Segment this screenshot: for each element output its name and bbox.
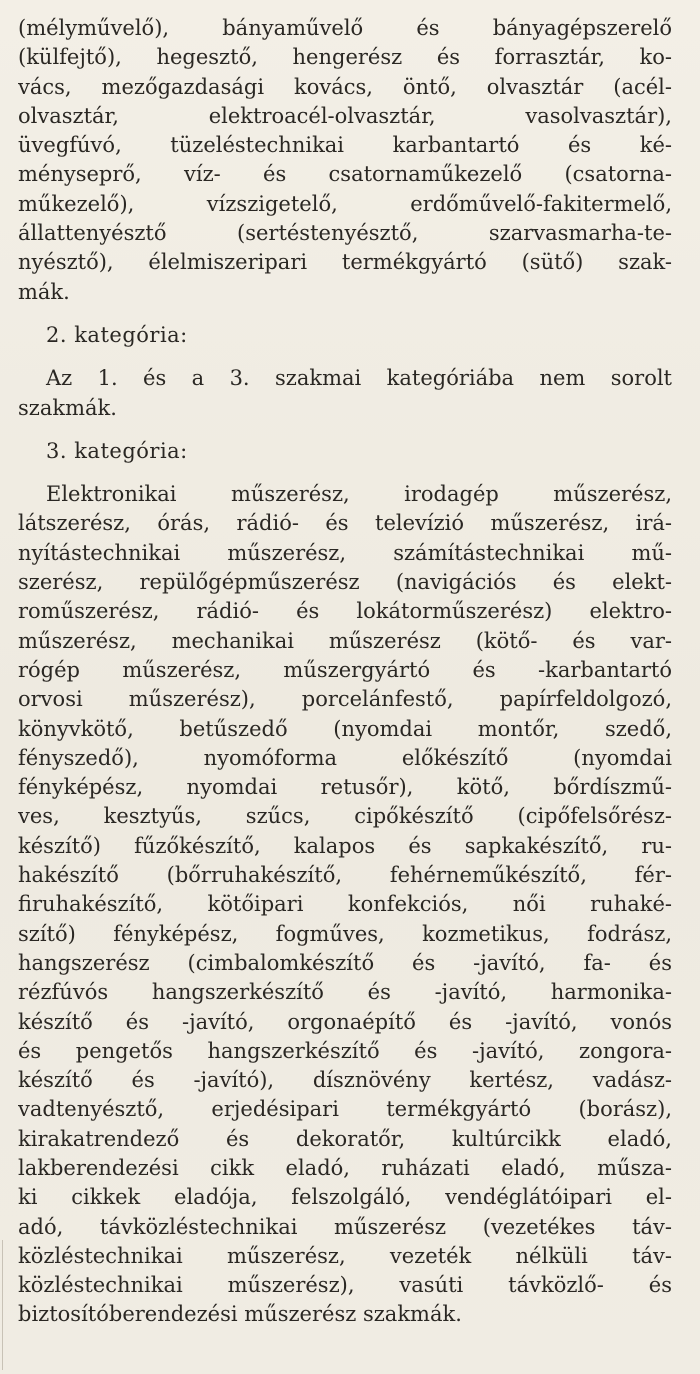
category-2-heading: 2. kategória:	[46, 322, 188, 347]
text-line: nyésztő), élelmiszeripari termékgyártó (sütő) szak-	[18, 250, 672, 275]
text-line: fényképész, nyomdai retusőr), kötő, bőrdíszmű-	[18, 775, 672, 800]
text-line: készítő és -javító), dísznövény kertész, vadász-	[18, 1068, 672, 1093]
text-line: szakmák.	[18, 395, 117, 420]
text-line: biztosítóberendezési műszerész szakmák.	[18, 1302, 462, 1327]
text-line: fényszedő), nyomóforma előkészítő (nyomdai	[18, 745, 672, 770]
text-line: lakberendezési cikk eladó, ruházati eladó, műsza-	[18, 1155, 672, 1180]
text-line: rógép műszerész, műszergyártó és -karbantartó	[18, 657, 672, 682]
text-line: műszerész, mechanikai műszerész (kötő- és var-	[18, 628, 672, 653]
text-line: készítő) fűzőkészítő, kalapos és sapkakészítő, ru-	[18, 833, 672, 858]
text-line: Az 1. és a 3. szakmai kategóriába nem sorolt	[46, 366, 672, 391]
text-line: műkezelő), vízszigetelő, erdőművelő-fakitermelő,	[18, 191, 672, 216]
text-line: olvasztár, elektroacél-olvasztár, vasolvasztár),	[18, 103, 672, 128]
category-3-heading: 3. kategória:	[46, 438, 188, 463]
text-line: roműszerész, rádió- és lokátorműszerész) elektro-	[18, 599, 672, 624]
text-line: (mélyművelő), bányaművelő és bányagépszerelő	[18, 16, 672, 40]
text-line: üvegfúvó, tüzeléstechnikai karbantartó és ké-	[18, 133, 672, 158]
text-line: vács, mezőgazdasági kovács, öntő, olvasztár (acél-	[18, 74, 672, 99]
text-line: látszerész, órás, rádió- és televízió műszerész, irá-	[18, 511, 672, 536]
text-line: szerész, repülőgépműszerész (navigációs és elekt-	[18, 570, 672, 595]
text-line: (külfejtő), hegesztő, hengerész és forrasztár, ko-	[18, 45, 672, 70]
text-line: közléstechnikai műszerész, vezeték nélküli táv-	[18, 1243, 672, 1268]
paragraph-category-2	[18, 364, 672, 423]
text-line: kirakatrendező és dekoratőr, kultúrcikk eladó,	[18, 1126, 672, 1151]
text-line: hangszerész (cimbalomkészítő és -javító, fa- és	[18, 950, 672, 975]
text-line: és pengetős hangszerkészítő és -javító, zongora-	[18, 1038, 672, 1063]
text-line: ki cikkek eladója, felszolgáló, vendéglátóipari el-	[18, 1185, 672, 1210]
paragraph-occupations-category-1-continued	[18, 14, 672, 307]
text-line: rézfúvós hangszerkészítő és -javító, harmonika-	[18, 980, 672, 1005]
scan-edge-line	[2, 1240, 3, 1370]
text-line: könyvkötő, betűszedő (nyomdai montőr, szedő,	[18, 716, 672, 741]
text-line: ményseprő, víz- és csatornaműkezelő (csatorna-	[18, 162, 672, 187]
text-line: közléstechnikai műszerész), vasúti távközlő- és	[18, 1273, 672, 1298]
text-line: ves, kesztyűs, szűcs, cipőkészítő (cipőfelsőrész-	[18, 804, 672, 829]
document-text	[18, 14, 672, 1330]
text-line: készítő és -javító, orgonaépítő és -javító, vonós	[18, 1009, 672, 1034]
text-line: nyítástechnikai műszerész, számítástechnikai mű-	[18, 540, 672, 565]
text-line: orvosi műszerész), porcelánfestő, papírfeldolgozó,	[18, 687, 672, 712]
text-line: állattenyésztő (sertéstenyésztő, szarvasmarha-te-	[18, 221, 672, 246]
paragraph-category-3	[18, 480, 672, 1330]
text-line: szítő) fényképész, fogműves, kozmetikus, fodrász,	[18, 921, 672, 946]
text-line: mák.	[18, 279, 70, 304]
text-line: Elektronikai műszerész, irodagép műszerész,	[46, 482, 672, 507]
text-line: vadtenyésztő, erjedésipari termékgyártó (borász),	[18, 1097, 672, 1122]
text-line: adó, távközléstechnikai műszerész (vezetékes táv-	[18, 1214, 672, 1239]
text-line: hakészítő (bőrruhakészítő, fehérneműkészítő, fér-	[18, 863, 672, 888]
text-line: firuhakészítő, kötőipari konfekciós, női ruhaké-	[18, 892, 672, 917]
